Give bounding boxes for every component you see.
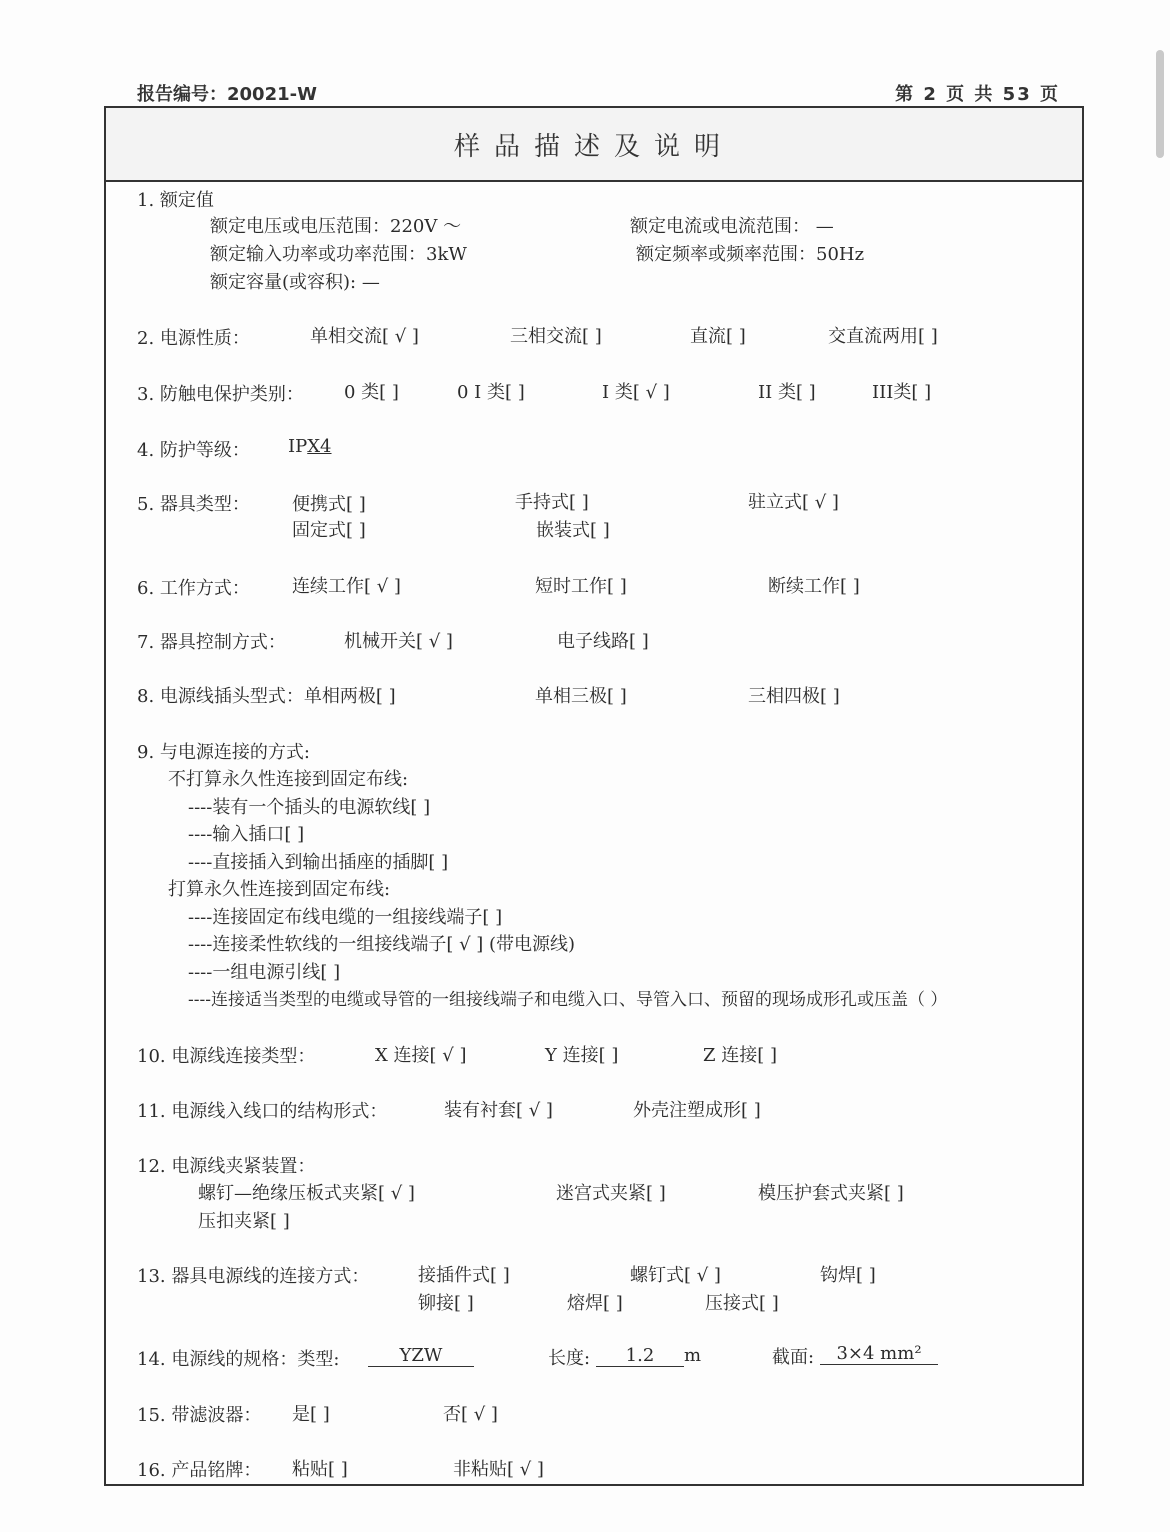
- s15-option-yes: 是[ ]: [292, 1404, 330, 1425]
- s3-option-class-ii: II 类[ ]: [758, 382, 816, 403]
- s2-option-single-phase-ac: 单相交流[ √ ]: [310, 326, 419, 347]
- s9-line-6: ----一组电源引线[ ]: [188, 962, 341, 983]
- s12-option-press-buckle: 压扣夹紧[ ]: [198, 1211, 290, 1232]
- section-label: 截面:: [772, 1347, 815, 1368]
- s9-permanent: 打算永久性连接到固定布线:: [168, 879, 391, 900]
- s2-option-dc: 直流[ ]: [690, 326, 746, 347]
- report-number: 报告编号：20021-W: [137, 84, 317, 105]
- s5-label: 5. 器具类型：: [137, 494, 250, 515]
- s7-option-electronic: 电子线路[ ]: [557, 631, 649, 652]
- s4-label: 4. 防护等级：: [137, 440, 250, 461]
- s10-option-y: Y 连接[ ]: [545, 1045, 619, 1066]
- page-info: 第 2 页 共 53 页: [895, 84, 1060, 105]
- s8-option-three-4pin: 三相四极[ ]: [748, 686, 840, 707]
- rated-current: 额定电流或电流范围： —: [630, 216, 834, 237]
- s13-label: 13. 器具电源线的连接方式：: [137, 1266, 370, 1287]
- s10-option-z: Z 连接[ ]: [703, 1045, 777, 1066]
- s3-option-class-0: 0 类[ ]: [344, 382, 399, 403]
- s5-option-handheld: 手持式[ ]: [515, 492, 589, 513]
- s10-label: 10. 电源线连接类型：: [137, 1046, 316, 1067]
- s11-option-bushing: 装有衬套[ √ ]: [444, 1100, 553, 1121]
- s11-option-molded: 外壳注塑成形[ ]: [633, 1100, 761, 1121]
- s5-option-fixed: 固定式[ ]: [292, 520, 366, 541]
- s9-line-7: ----连接适当类型的电缆或导管的一组接线端子和电缆入口、导管入口、预留的现场成形孔或压盖（ ）: [188, 990, 948, 1010]
- s9-non-permanent: 不打算永久性连接到固定布线:: [168, 769, 409, 790]
- s15-label: 15. 带滤波器：: [137, 1405, 262, 1426]
- length-label: 长度:: [548, 1348, 591, 1369]
- ip-prefix: IP: [288, 436, 308, 457]
- s11-label: 11. 电源线入线口的结构形式：: [137, 1101, 388, 1122]
- s13-option-fusion-weld: 熔焊[ ]: [567, 1293, 623, 1314]
- rated-power: 额定输入功率或功率范围：3kW: [210, 244, 467, 265]
- s9-line-4: ----连接固定布线电缆的一组接线端子[ ]: [188, 907, 503, 928]
- s10-option-x: X 连接[ √ ]: [375, 1045, 467, 1066]
- s13-option-crimp: 压接式[ ]: [705, 1293, 779, 1314]
- s1-heading: 1. 额定值: [137, 190, 214, 211]
- s9-line-3: ----直接插入到输出插座的插脚[ ]: [188, 852, 449, 873]
- s9-heading: 9. 与电源连接的方式:: [137, 742, 310, 763]
- s3-option-class-iii: III类[ ]: [872, 382, 932, 403]
- section-value: 3×4 mm²: [820, 1343, 938, 1365]
- cord-type-field: [368, 1345, 474, 1367]
- s9-line-5: ----连接柔性软线的一组接线端子[ √ ] (带电源线): [188, 934, 576, 955]
- s14-label: 14. 电源线的规格：类型:: [137, 1349, 340, 1370]
- s3-option-class-i: I 类[ √ ]: [602, 382, 670, 403]
- s6-label: 6. 工作方式：: [137, 578, 250, 599]
- s2-label: 2. 电源性质：: [137, 328, 250, 349]
- s12-option-labyrinth: 迷宫式夹紧[ ]: [556, 1183, 666, 1204]
- s5-option-stationary: 驻立式[ √ ]: [748, 492, 839, 513]
- s3-label: 3. 防触电保护类别：: [137, 384, 304, 405]
- s13-option-connector: 接插件式[ ]: [418, 1265, 510, 1286]
- s7-label: 7. 器具控制方式：: [137, 632, 286, 653]
- s2-option-ac-dc: 交直流两用[ ]: [828, 326, 938, 347]
- s12-option-screw-plate: 螺钉—绝缘压板式夹紧[ √ ]: [198, 1183, 415, 1204]
- rated-frequency: 额定频率或频率范围：50Hz: [636, 244, 865, 265]
- rated-voltage: 额定电压或电压范围：220V ～: [210, 216, 462, 237]
- s13-option-hook-weld: 钩焊[ ]: [820, 1265, 876, 1286]
- cord-type-value: YZW: [368, 1345, 474, 1367]
- s16-option-non-adhesive: 非粘贴[ √ ]: [453, 1459, 544, 1480]
- s2-option-three-phase-ac: 三相交流[ ]: [510, 326, 602, 347]
- length-unit: m: [684, 1345, 702, 1366]
- section-field: [820, 1343, 938, 1365]
- s5-option-built-in: 嵌装式[ ]: [536, 520, 610, 541]
- s12-heading: 12. 电源线夹紧装置：: [137, 1156, 316, 1177]
- s16-label: 16. 产品铭牌：: [137, 1460, 262, 1481]
- s7-option-mechanical: 机械开关[ √ ]: [344, 631, 453, 652]
- length-field: [596, 1345, 701, 1367]
- scrollbar[interactable]: [1156, 50, 1164, 158]
- s13-option-rivet: 铆接[ ]: [418, 1293, 474, 1314]
- s6-option-short-time: 短时工作[ ]: [535, 576, 627, 597]
- s8-label: 8. 电源线插头型式：单相两极[ ]: [137, 686, 396, 707]
- s6-option-continuous: 连续工作[ √ ]: [292, 576, 401, 597]
- ip-code: X4: [307, 436, 332, 457]
- s3-option-class-0i: 0 I 类[ ]: [457, 382, 525, 403]
- s5-option-portable: 便携式[ ]: [292, 494, 366, 515]
- s9-line-2: ----输入插口[ ]: [188, 824, 305, 845]
- ip-rating: [288, 436, 332, 457]
- form-title: 样品描述及说明: [106, 108, 1082, 182]
- rated-capacity: 额定容量(或容积): —: [210, 272, 380, 293]
- s13-option-screw: 螺钉式[ √ ]: [630, 1265, 721, 1286]
- length-value: 1.2: [596, 1345, 684, 1367]
- s8-option-single-3pin: 单相三极[ ]: [535, 686, 627, 707]
- s15-option-no: 否[ √ ]: [443, 1404, 498, 1425]
- s6-option-intermittent: 断续工作[ ]: [768, 576, 860, 597]
- s9-line-1: ----装有一个插头的电源软线[ ]: [188, 797, 431, 818]
- s12-option-molded-sheath: 模压护套式夹紧[ ]: [758, 1183, 904, 1204]
- s16-option-adhesive: 粘贴[ ]: [292, 1459, 348, 1480]
